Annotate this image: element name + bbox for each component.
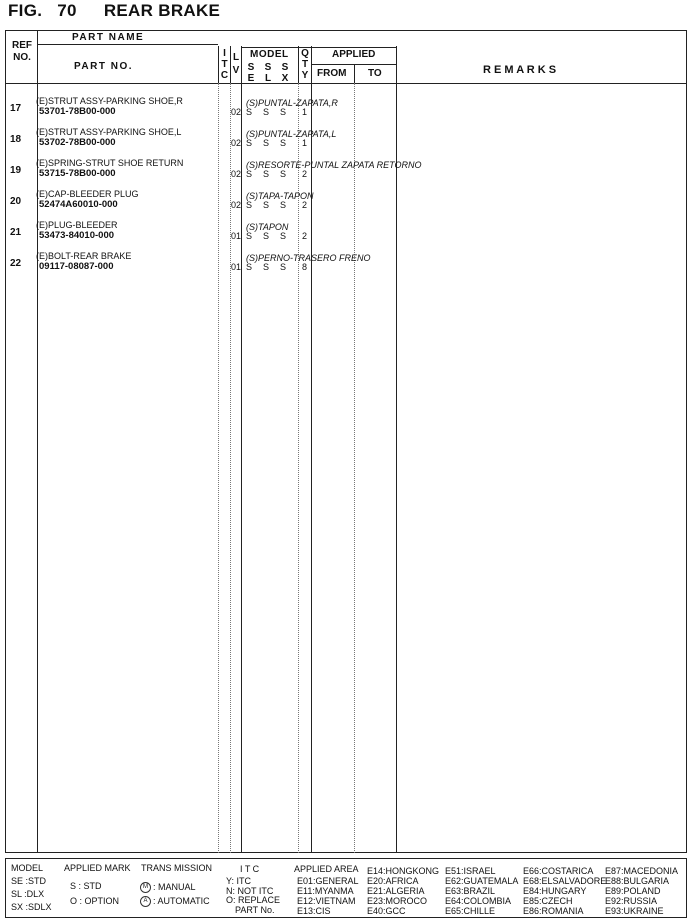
model-code-se [245, 62, 257, 84]
model-se-mark: S [246, 262, 253, 272]
lv-value: 01 [231, 262, 242, 272]
legend-area-title: APPLIED AREA [294, 864, 359, 874]
itc-letter: C [220, 70, 229, 81]
legend-itc-item: PART No. [235, 904, 275, 915]
part-number: 53702-78B00-000 [39, 137, 116, 148]
legend-area-col3 [445, 866, 518, 916]
part-name-header: PART NAME [72, 32, 145, 43]
legend-area-item: E14:HONGKONG [367, 866, 440, 876]
legend-area-item: E63:BRAZIL [445, 886, 496, 896]
part-number: 52474A60010-000 [39, 199, 118, 210]
model-se-mark: S [246, 138, 253, 148]
legend-area-item: E12:VIETNAM [297, 896, 356, 906]
lv-letter: L [232, 52, 240, 63]
qty-letter: T [301, 59, 309, 70]
applied-header: APPLIED [332, 49, 376, 60]
legend-model-sl: SL :DLX [11, 889, 45, 899]
lv-value: 02 [231, 169, 242, 179]
legend-area-item: E21:ALGERIA [367, 886, 425, 896]
qty-header [299, 48, 311, 81]
part-name: (E)BOLT-REAR BRAKE [36, 251, 132, 261]
model-sl-mark: S [263, 107, 270, 117]
remark-text: (S)TAPON [246, 222, 289, 232]
remark-text: (S)RESORTE-PUNTAL ZAPATA RETORNO [246, 160, 422, 170]
parts-table [5, 30, 687, 853]
model-sx-mark: S [280, 107, 287, 117]
remark-text: (S)PUNTAL-ZAPATA,R [246, 98, 338, 108]
col-line [354, 64, 355, 83]
ref-number: 21 [10, 227, 22, 238]
model-letter: E [247, 73, 255, 84]
legend-itc-item: Y: ITC [226, 876, 252, 886]
legend-itc-item: N: NOT ITC [226, 885, 274, 896]
automatic-mark-icon: A [140, 896, 151, 907]
legend-area-item: E40:GCC [367, 906, 406, 916]
model-sl-mark: S [263, 138, 270, 148]
page-title [8, 1, 220, 21]
legend-applied-option: O : OPTION [70, 896, 120, 906]
model-sx-mark: S [280, 169, 287, 179]
col-line [218, 83, 219, 853]
model-letter: X [281, 73, 289, 84]
col-line [396, 46, 397, 83]
legend-itc-title: I T C [240, 864, 260, 874]
ref-number: 19 [10, 165, 22, 176]
legend-area-item: E84:HUNGARY [523, 886, 587, 896]
qty-letter: Q [301, 48, 309, 59]
remark-text: (S)PERNO-TRASERO FRENO [246, 253, 371, 263]
legend-model-se: SE :STD [11, 876, 47, 886]
model-sx-mark: S [280, 200, 287, 210]
col-line [241, 83, 242, 853]
part-name: (E)CAP-BLEEDER PLUG [36, 189, 139, 199]
legend-model-sx: SX :SDLX [11, 902, 52, 912]
manual-mark-icon: M [140, 882, 151, 893]
model-sl-mark: S [263, 169, 270, 179]
model-code-sx [279, 62, 291, 84]
qty-value: 2 [302, 200, 308, 210]
model-letter: S [264, 62, 272, 73]
lv-letter: V [232, 65, 240, 76]
ref-number: 18 [10, 134, 22, 145]
part-name: (E)PLUG-BLEEDER [36, 220, 118, 230]
itc-letter: I [223, 48, 226, 59]
model-code-sl [262, 62, 274, 84]
legend-area-col1 [297, 876, 359, 916]
model-letter: S [247, 62, 255, 73]
legend-area-col2 [367, 866, 439, 916]
qty-value: 2 [302, 169, 308, 179]
legend-area-item: E93:UKRAINE [605, 906, 664, 916]
part-no-header: PART NO. [74, 61, 134, 72]
model-se-mark: S [246, 231, 253, 241]
qty-value: 1 [302, 138, 308, 148]
legend-box [5, 858, 687, 918]
model-sx-mark: S [280, 138, 287, 148]
legend-area-item: E88:BULGARIA [605, 876, 670, 886]
part-number: 53473-84010-000 [39, 230, 115, 241]
legend-trans-label: : AUTOMATIC [153, 896, 210, 906]
legend-area-item: E66:COSTARICA [523, 866, 594, 876]
remarks-header: R E M A R K S [483, 64, 557, 76]
ref-number: 20 [10, 196, 22, 207]
part-number: 09117-08087-000 [39, 261, 114, 272]
ref-number: 17 [10, 103, 22, 114]
part-name: (E)STRUT ASSY-PARKING SHOE,R [36, 96, 183, 106]
col-line [396, 83, 397, 853]
model-header: MODEL [250, 49, 289, 60]
legend-area-item: E65:CHILLE [445, 906, 496, 916]
model-se-mark: S [246, 169, 253, 179]
itc-letter: T [221, 59, 228, 70]
model-sl-mark: S [263, 231, 270, 241]
model-letter: L [264, 73, 272, 84]
col-line [354, 83, 355, 853]
remark-text: (S)TAPA-TAPON [246, 191, 314, 201]
legend-area-item: E64:COLOMBIA [445, 896, 512, 906]
model-sl-mark: S [263, 262, 270, 272]
lv-value: 02 [231, 138, 242, 148]
col-line [37, 31, 38, 83]
legend-area-item: E11:MYANMA [297, 886, 354, 896]
part-name: (E)SPRING-STRUT SHOE RETURN [36, 158, 184, 168]
ref-number: 22 [10, 258, 22, 269]
legend-area-item: E51:ISRAEL [445, 866, 496, 876]
qty-letter: Y [301, 70, 309, 81]
model-se-mark: S [246, 200, 253, 210]
legend-trans-label: : MANUAL [153, 882, 196, 892]
col-line [241, 46, 242, 83]
legend-area-item: E86:ROMANIA [523, 906, 584, 916]
qty-value: 2 [302, 231, 308, 241]
model-letter: S [281, 62, 289, 73]
applied-from-header: FROM [317, 68, 347, 79]
fig-number: 70 [57, 1, 77, 20]
model-sx-mark: S [280, 262, 287, 272]
ref-no-header: REF NO. [12, 40, 32, 63]
legend-area-item: E87:MACEDONIA [605, 866, 679, 876]
lv-header [231, 51, 241, 77]
col-line [230, 83, 231, 853]
header-divider [37, 44, 218, 45]
qty-value: 1 [302, 107, 308, 117]
fig-title: REAR BRAKE [103, 1, 221, 20]
part-number: 53701-78B00-000 [39, 106, 116, 117]
legend-area-item: E01:GENERAL [297, 876, 359, 886]
legend-area-item: E85:CZECH [523, 896, 573, 906]
legend-area-item: E68:ELSALVADORE [523, 876, 607, 886]
legend-applied-std: S : STD [70, 881, 102, 891]
legend-area-item: E13:CIS [297, 906, 331, 916]
model-sl-mark: S [263, 200, 270, 210]
remark-text: (S)PUNTAL-ZAPATA,L [246, 129, 337, 139]
fig-label: FIG. [8, 1, 43, 20]
lv-value: 01 [231, 231, 242, 241]
legend-area-item: E23:MOROCO [367, 896, 428, 906]
lv-value: 02 [231, 107, 242, 117]
legend-trans-manual [140, 882, 196, 893]
lv-value: 02 [231, 200, 242, 210]
legend-area-item: E89:POLAND [605, 886, 661, 896]
legend-trans-title: TRANS MISSION [141, 863, 213, 873]
legend-model-title: MODEL [11, 863, 44, 873]
model-se-mark: S [246, 107, 253, 117]
legend-area-item: E92:RUSSIA [605, 896, 658, 906]
legend-area-item: E20:AFRICA [367, 876, 419, 886]
part-number: 53715-78B00-000 [39, 168, 116, 179]
model-sx-mark: S [280, 231, 287, 241]
legend-itc-list [226, 877, 280, 915]
part-name: (E)STRUT ASSY-PARKING SHOE,L [36, 127, 182, 137]
itc-header [219, 48, 230, 81]
header-divider [241, 47, 396, 48]
legend-itc-item: O: REPLACE [226, 895, 281, 905]
legend-applied-mark-title: APPLIED MARK [64, 863, 131, 873]
legend-area-col4 [523, 866, 606, 916]
legend-trans-automatic [140, 896, 210, 907]
qty-value: 8 [302, 262, 308, 272]
col-line [311, 46, 312, 83]
applied-to-header: TO [368, 68, 382, 79]
legend-area-col5 [605, 866, 678, 916]
legend-area-item: E62:GUATEMALA [445, 876, 519, 886]
header-bottom-line [6, 83, 687, 84]
